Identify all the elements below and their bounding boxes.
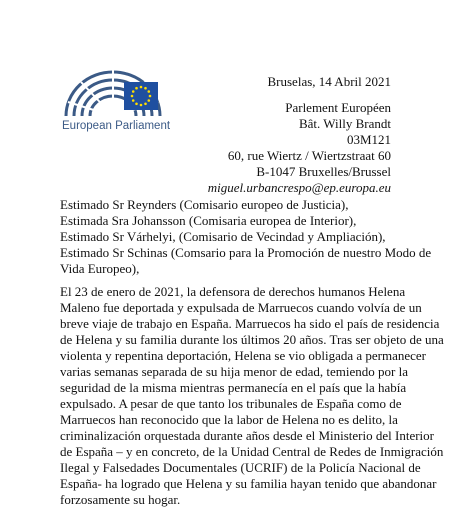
eu-star bbox=[131, 95, 134, 98]
body-line: expulsado. A pesar de que tanto los tribunales de España como de bbox=[60, 396, 402, 411]
address-email-link[interactable]: miguel.urbancrespo@ep.europa.eu bbox=[207, 180, 391, 195]
eu-star bbox=[132, 99, 135, 102]
body-line: criminalización orquestada durante años desde el Ministerio del Interior bbox=[60, 428, 434, 443]
eu-star bbox=[132, 90, 135, 93]
address-line-institution: Parlement Européen bbox=[285, 100, 391, 115]
eu-star bbox=[140, 86, 143, 89]
body-line: seguridad de la misma mientras permanecía en el país que la había bbox=[60, 380, 407, 395]
salutation-line: Estimado Sr Reynders (Comisario europeo de Justicia), bbox=[60, 197, 349, 212]
body-line: El 23 de enero de 2021, la defensora de derechos humanos Helena bbox=[60, 284, 406, 299]
address-line-city: B-1047 Bruxelles/Brussel bbox=[256, 164, 391, 179]
body-line: Maleno fue deportada y expulsada de Marruecos cuando volvía de un bbox=[60, 300, 422, 315]
address-line-building: Bât. Willy Brandt bbox=[298, 116, 391, 131]
eu-star bbox=[147, 90, 150, 93]
logo-text: European Parliament bbox=[62, 120, 171, 132]
body-line: de Helena y su familia durante los últimos 20 años. Tras ser objeto de una bbox=[60, 332, 444, 347]
body-line: breve viaje de trabajo en España. Marruecos ha sido el país de residencia bbox=[60, 316, 440, 331]
european-parliament-logo bbox=[60, 66, 190, 146]
eu-star bbox=[144, 102, 147, 105]
address-line-office: 03M121 bbox=[346, 132, 391, 147]
salutation-line: Estimada Sra Johansson (Comisaria europea de Interior), bbox=[60, 213, 357, 228]
salutation-line: Vida Europeo), bbox=[60, 261, 140, 276]
eu-star bbox=[147, 99, 150, 102]
parliament-hemicycle-icon bbox=[60, 66, 190, 118]
salutation-block bbox=[60, 197, 432, 277]
body-line: Marruecos han reconocido que la labor de Helena no es delito, la bbox=[60, 412, 398, 427]
eu-star bbox=[135, 102, 138, 105]
eu-star bbox=[144, 87, 147, 90]
body-line: forzosamente su hogar. bbox=[60, 492, 181, 507]
sender-address bbox=[208, 100, 391, 196]
body-line: España- ha logrado que Helena y su familia hayan tenido que abandonar bbox=[60, 476, 437, 491]
letter-body-paragraph bbox=[60, 284, 444, 508]
eu-star bbox=[140, 104, 143, 107]
body-line: varias semanas separada de su hija menor de edad, temiendo por la bbox=[60, 364, 408, 379]
body-line: violenta y repentina deportación, Helena se vio obligada a permanecer bbox=[60, 348, 427, 363]
salutation-line: Estimado Sr Várhelyi, (Comisario de Vecindad y Ampliación), bbox=[60, 229, 386, 244]
body-line: de España – y en concreto, de la Unidad Central de Redes de Inmigración bbox=[60, 444, 444, 459]
eu-star bbox=[135, 87, 138, 90]
salutation-line: Estimado Sr Schinas (Comsario para la Promoción de nuestro Modo de bbox=[60, 245, 432, 260]
body-line: Ilegal y Falsedades Documentales (UCRIF) de la Policía Nacional de bbox=[60, 460, 421, 475]
letter-date: Bruselas, 14 Abril 2021 bbox=[267, 74, 391, 89]
address-line-street: 60, rue Wiertz / Wiertzstraat 60 bbox=[227, 148, 391, 163]
eu-star bbox=[149, 95, 152, 98]
